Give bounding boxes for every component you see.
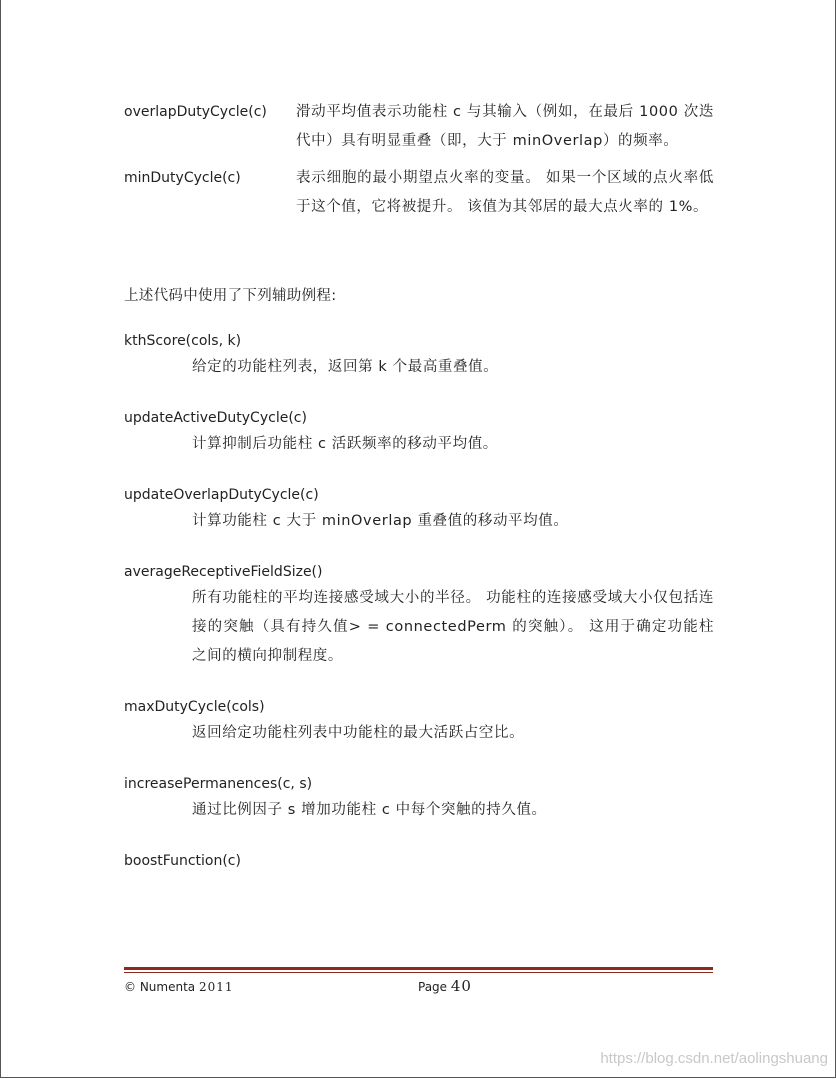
routine-description: 计算功能柱 c 大于 minOverlap 重叠值的移动平均值。 xyxy=(192,513,569,529)
routine-update-overlap-duty-cycle xyxy=(124,485,714,536)
definition-description: 表示细胞的最小期望点火率的变量。 如果一个区域的点火率低于这个值，它将被提升。 该值为其邻居的最大点火率的 1%。 xyxy=(296,170,714,215)
definition-min-duty-cycle xyxy=(124,164,714,222)
footer-copyright xyxy=(124,979,234,995)
definition-description: 滑动平均值表示功能柱 c 与其输入（例如，在最后 1000 次迭代中）具有明显重叠（即，大于 minOverlap）的频率。 xyxy=(296,104,714,149)
footer-rule-thin xyxy=(124,972,713,973)
routine-name: maxDutyCycle(cols) xyxy=(124,699,265,715)
copyright-year: 2011 xyxy=(198,980,234,994)
routine-name: increasePermanences(c, s) xyxy=(124,776,313,792)
routine-name: boostFunction(c) xyxy=(124,853,241,869)
routine-max-duty-cycle xyxy=(124,697,714,748)
routine-increase-permanences xyxy=(124,774,714,825)
definition-term: overlapDutyCycle(c) xyxy=(124,104,267,120)
footer-rule xyxy=(124,967,713,970)
definition-term: minDutyCycle(c) xyxy=(124,170,241,186)
routine-description: 返回给定功能柱列表中功能柱的最大活跃占空比。 xyxy=(192,725,525,741)
helper-routines-intro: 上述代码中使用了下列辅助例程: xyxy=(124,288,337,304)
routine-name: averageReceptiveFieldSize() xyxy=(124,564,323,580)
page-number xyxy=(418,977,472,996)
routine-description: 给定的功能柱列表，返回第 k 个最高重叠值。 xyxy=(192,359,499,375)
routine-kth-score xyxy=(124,331,714,382)
document-body xyxy=(124,98,714,871)
routine-name: updateActiveDutyCycle(c) xyxy=(124,410,307,426)
routine-update-active-duty-cycle xyxy=(124,408,714,459)
routine-average-receptive-field-size xyxy=(124,562,714,671)
routine-boost-function xyxy=(124,851,714,871)
definition-overlap-duty-cycle xyxy=(124,98,714,156)
routine-description: 所有功能柱的平均连接感受域大小的半径。 功能柱的连接感受域大小仅包括连接的突触（具有持久值> = connectedPerm 的突触）。 这用于确定功能柱之间的横向抑制程度。 xyxy=(192,590,714,664)
routine-name: updateOverlapDutyCycle(c) xyxy=(124,487,319,503)
copyright-text: © Numenta xyxy=(124,980,196,994)
routine-description: 计算抑制后功能柱 c 活跃频率的移动平均值。 xyxy=(192,436,498,452)
routine-description: 通过比例因子 s 增加功能柱 c 中每个突触的持久值。 xyxy=(192,802,547,818)
routine-name: kthScore(cols, k) xyxy=(124,333,242,349)
page-number-value: 40 xyxy=(450,977,472,995)
page-label: Page xyxy=(418,980,448,994)
watermark: https://blog.csdn.net/aolingshuang xyxy=(600,1050,828,1067)
